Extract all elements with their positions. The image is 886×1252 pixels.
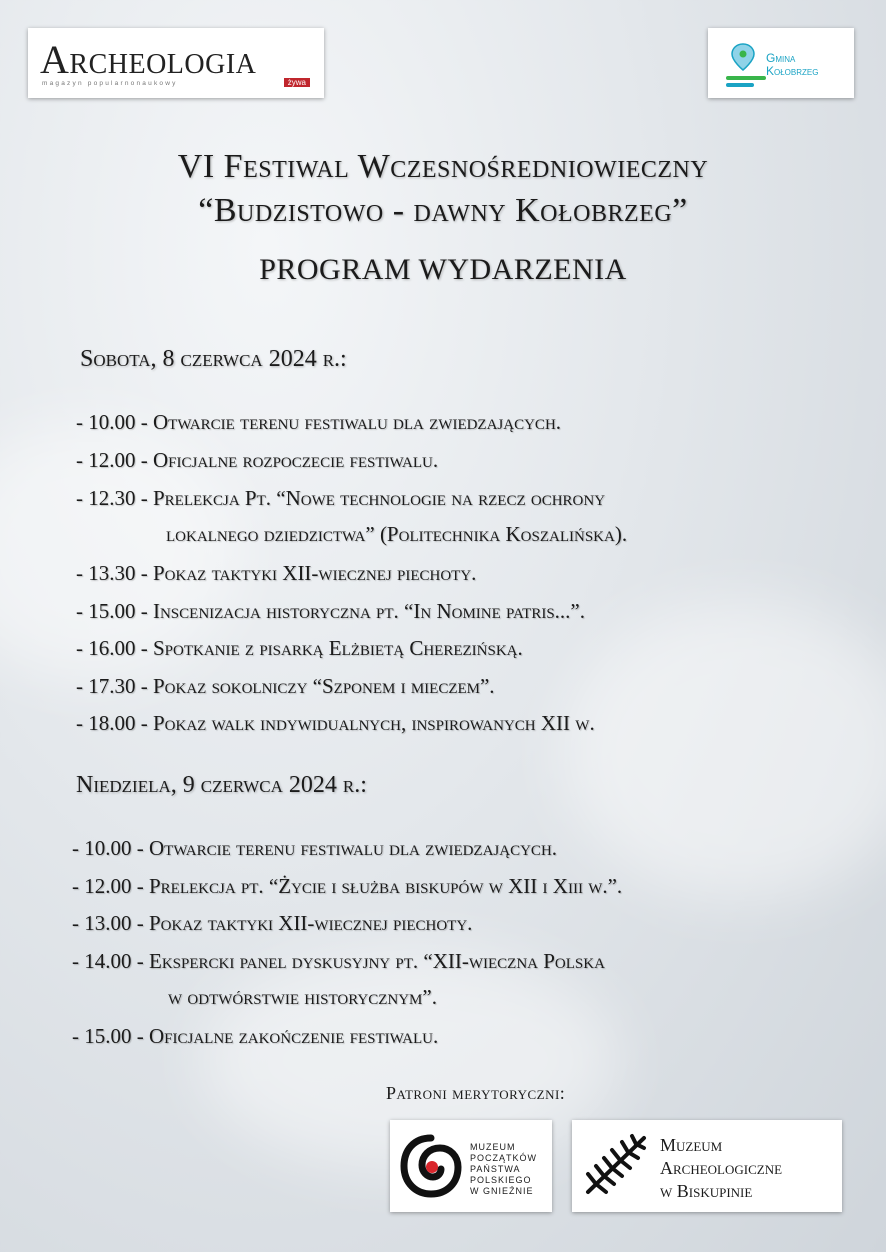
branch-mark-icon [582,1130,652,1202]
program-heading: PROGRAM WYDARZENIA [259,253,627,286]
museum-biskupin-logo [572,1120,842,1212]
logo-bar [726,76,766,80]
program-item: - 12.00 - Oficjalne rozpoczecie festiwalu. [76,448,439,472]
day-heading-sunday: Niedziela, 9 czerwca 2024 r.: [76,772,367,798]
archeologia-logo-subtitle: magazyn popularnonaukowy [42,80,178,87]
gmina-logo-name: Gmina Kołobrzeg [766,51,819,78]
gmina-kolobrzeg-logo [708,28,854,98]
program-item: - 13.00 - Pokaz taktyki XII-wiecznej piechoty. [72,911,473,935]
museum-gniezno-logo [390,1120,552,1212]
program-item: - 18.00 - Pokaz walk indywidualnych, inspirowanych XII w. [76,711,595,735]
festival-title: VI Festiwal Wczesnośredniowieczny [177,148,709,185]
location-pin-icon [728,42,758,72]
program-item: - 10.00 - Otwarcie terenu festiwalu dla zwiedzających. [76,410,562,434]
archeologia-logo-badge: żywa [284,78,310,87]
archeologia-logo-name: Archeologia [40,37,257,82]
program-item: - 12.00 - Prelekcja pt. “Życie i służba biskupów w XII i Xiii w.”. [72,874,623,898]
program-item: - 15.00 - Inscenizacja historyczna pt. “In Nomine patris...”. [76,599,585,623]
day-heading-saturday: Sobota, 8 czerwca 2024 r.: [80,346,347,372]
program-item: - 13.30 - Pokaz taktyki XII-wiecznej piechoty. [76,561,477,585]
archeologia-logo [28,28,324,98]
logo-bar [726,83,754,87]
program-item: - 14.00 - Ekspercki panel dyskusyjny pt. “XII-wieczna Polska [72,949,605,973]
program-item: - 10.00 - Otwarcie terenu festiwalu dla zwiedzających. [72,836,558,860]
patrons-label: Patroni merytoryczni: [386,1083,566,1103]
program-item: - 12.30 - Prelekcja Pt. “Nowe technologie na rzecz ochrony [76,486,606,510]
program-item-continuation: lokalnego dziedzictwa” (Politechnika Koszalińska). [166,522,628,546]
museum-gniezno-name: MUZEUM POCZĄTKÓW PAŃSTWA POLSKIEGO W GNIEŹNIE [470,1142,537,1196]
program-item: - 17.30 - Pokaz sokolniczy “Szponem i mieczem”. [76,674,495,698]
festival-subtitle: “Budzistowo - dawny Kołobrzeg” [198,192,688,229]
program-item-continuation: w odtwórstwie historycznym”. [168,985,437,1009]
program-item: - 16.00 - Spotkanie z pisarką Elżbietą Cherezińską. [76,636,523,660]
spiral-mark-icon [400,1134,462,1198]
program-item: - 15.00 - Oficjalne zakończenie festiwalu. [72,1024,439,1048]
museum-biskupin-name: Muzeum Archeologiczne w Biskupinie [660,1135,783,1201]
